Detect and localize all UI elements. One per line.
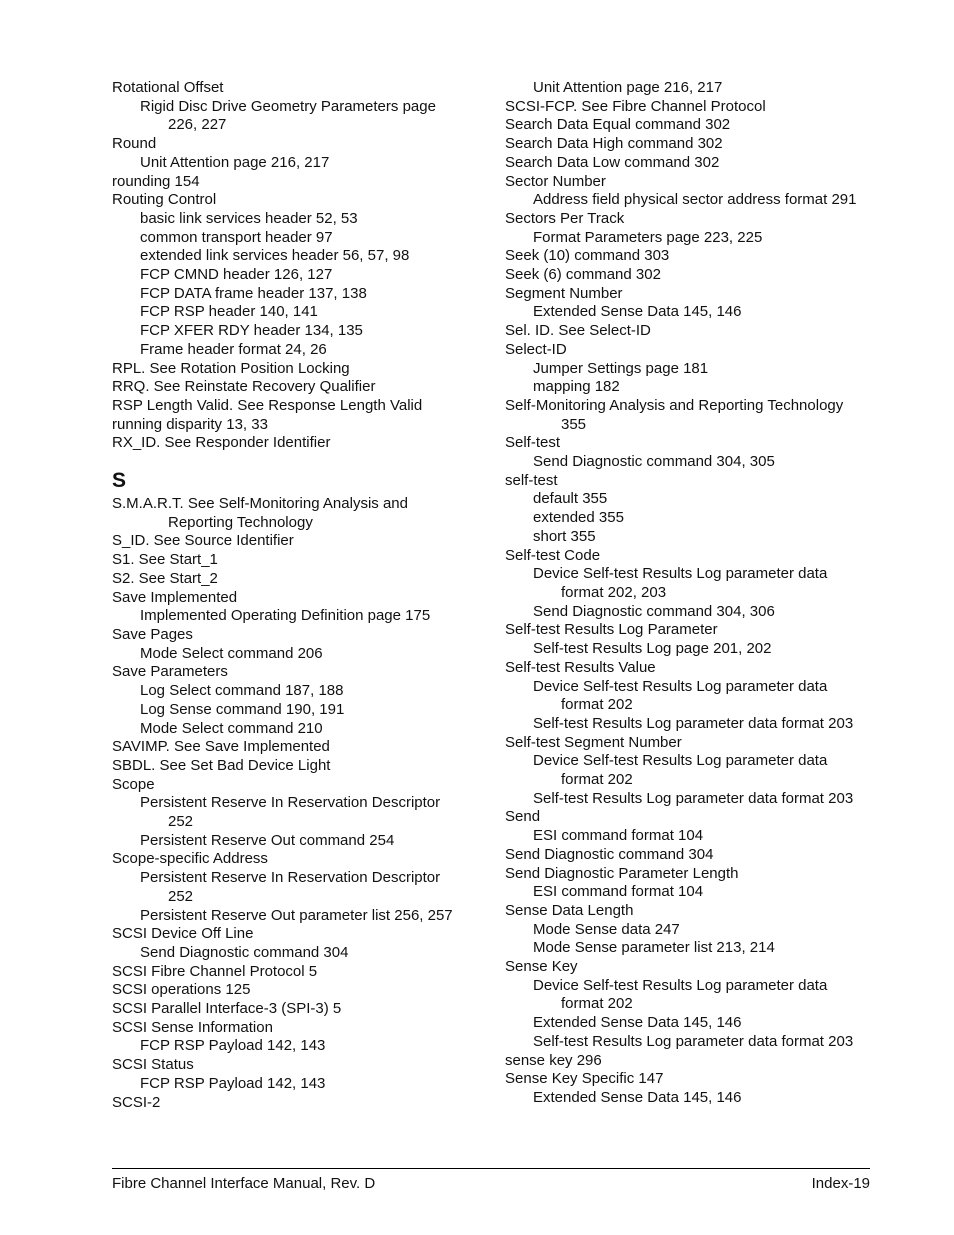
index-subentry: ESI command format 104 [533, 883, 704, 901]
index-subentry: Extended Sense Data 145, 146 [533, 1088, 742, 1106]
index-entry: SCSI Sense Information [112, 1018, 273, 1036]
index-entry: Self-test Segment Number [505, 733, 682, 751]
index-subentry: Frame header format 24, 26 [140, 340, 327, 358]
index-subentry: extended link services header 56, 57, 98 [140, 247, 410, 265]
index-subentry: Mode Sense data 247 [533, 920, 680, 938]
index-subentry: Rigid Disc Drive Geometry Parameters page [140, 97, 436, 115]
index-entry: SBDL. See Set Bad Device Light [112, 756, 331, 774]
index-entry: Sel. ID. See Select-ID [505, 322, 651, 340]
index-entry: SAVIMP. See Save Implemented [112, 738, 330, 756]
index-subentry: 226, 227 [168, 116, 227, 134]
index-subentry: Unit Attention page 216, 217 [140, 153, 330, 171]
index-column-right [505, 79, 885, 1108]
index-subentry: FCP RSP header 140, 141 [140, 303, 318, 321]
index-entry: running disparity 13, 33 [112, 415, 268, 433]
index-subentry: FCP XFER RDY header 134, 135 [140, 322, 363, 340]
index-entry: Save Parameters [112, 663, 228, 681]
index-entry: Send Diagnostic Parameter Length [505, 864, 739, 882]
index-column-left [112, 79, 492, 1112]
index-subentry: short 355 [533, 527, 596, 545]
index-subentry: extended 355 [533, 509, 624, 527]
index-entry: Select-ID [505, 340, 567, 358]
index-entry: SCSI operations 125 [112, 981, 251, 999]
index-subentry: Extended Sense Data 145, 146 [533, 303, 742, 321]
index-subentry: Device Self-test Results Log parameter data [533, 565, 828, 583]
index-subentry: FCP CMND header 126, 127 [140, 266, 333, 284]
index-entry: self-test [505, 471, 558, 489]
index-subentry: Device Self-test Results Log parameter data [533, 677, 828, 695]
index-entry: Rotational Offset [112, 79, 224, 96]
index-entry: RX_ID. See Responder Identifier [112, 434, 331, 452]
index-entry: Seek (6) command 302 [505, 266, 661, 284]
index-subentry: Address field physical sector address format 291 [533, 191, 857, 209]
index-subentry: format 202 [561, 771, 633, 789]
index-subentry: mapping 182 [533, 378, 620, 396]
index-entry: S_ID. See Source Identifier [112, 532, 294, 550]
index-entry: Self-Monitoring Analysis and Reporting Technology [505, 396, 844, 414]
index-entry: Send Diagnostic command 304 [505, 845, 714, 863]
index-subentry: FCP DATA frame header 137, 138 [140, 284, 367, 302]
index-subentry: Reporting Technology [168, 513, 313, 531]
index-entry: Sense Key [505, 958, 578, 976]
index-subentry: Send Diagnostic command 304 [140, 943, 349, 961]
index-entry: rounding 154 [112, 172, 200, 190]
index-entry: Sense Key Specific 147 [505, 1070, 664, 1088]
index-subentry: Send Diagnostic command 304, 305 [533, 453, 775, 471]
index-subentry: Unit Attention page 216, 217 [533, 79, 723, 96]
index-subentry: Self-test Results Log parameter data format 203 [533, 789, 854, 807]
index-entry: Sector Number [505, 172, 606, 190]
index-subentry: Send Diagnostic command 304, 306 [533, 602, 775, 620]
index-subentry: Log Select command 187, 188 [140, 682, 344, 700]
index-entry: Sectors Per Track [505, 209, 625, 227]
index-entry: Search Data High command 302 [505, 135, 723, 153]
index-subentry: Jumper Settings page 181 [533, 359, 709, 377]
index-subentry: FCP RSP Payload 142, 143 [140, 1037, 326, 1055]
index-entry: S2. See Start_2 [112, 569, 218, 587]
index-subentry: Implemented Operating Definition page 175 [140, 607, 431, 625]
index-subentry: common transport header 97 [140, 228, 333, 246]
index-entry: SCSI-2 [112, 1093, 161, 1111]
index-entry: RSP Length Valid. See Response Length Valid [112, 396, 423, 414]
index-entry: Self-test Code [505, 546, 601, 564]
index-entry: SCSI Device Off Line [112, 925, 254, 943]
index-entry: Scope-specific Address [112, 850, 268, 868]
index-subentry: Persistent Reserve In Reservation Descriptor [140, 869, 441, 887]
index-subentry: Device Self-test Results Log parameter data [533, 976, 828, 994]
index-subentry: 252 [168, 887, 194, 905]
index-subentry: Self-test Results Log parameter data format 203 [533, 1032, 854, 1050]
index-entry: S.M.A.R.T. See Self-Monitoring Analysis and [112, 495, 408, 513]
index-entry: Self-test Results Value [505, 658, 656, 676]
index-subentry: 252 [168, 813, 194, 831]
index-entry: Self-test [505, 434, 561, 452]
index-subentry: Log Sense command 190, 191 [140, 700, 345, 718]
index-entry: SCSI Status [112, 1056, 194, 1074]
index-entry: SCSI Parallel Interface-3 (SPI-3) 5 [112, 1000, 342, 1018]
index-entry: Self-test Results Log Parameter [505, 621, 718, 639]
index-subentry: Persistent Reserve Out command 254 [140, 831, 395, 849]
index-subentry: ESI command format 104 [533, 827, 704, 845]
index-subentry: Extended Sense Data 145, 146 [533, 1014, 742, 1032]
index-subentry: Mode Sense parameter list 213, 214 [533, 939, 775, 957]
index-entry: Search Data Equal command 302 [505, 116, 731, 134]
index-subentry: 355 [561, 415, 587, 433]
index-entry: Search Data Low command 302 [505, 153, 720, 171]
index-subentry: Persistent Reserve In Reservation Descriptor [140, 794, 441, 812]
index-entry: Routing Control [112, 191, 217, 209]
index-entry: Scope [112, 775, 155, 793]
index-entry: Save Pages [112, 625, 193, 643]
index-subentry: format 202 [561, 995, 633, 1013]
index-entry: Send [505, 808, 541, 826]
index-entry: Sense Data Length [505, 901, 634, 919]
index-entry: S1. See Start_1 [112, 551, 218, 569]
index-subentry: format 202, 203 [561, 583, 667, 601]
index-entry: sense key 296 [505, 1051, 602, 1069]
index-subentry: Self-test Results Log parameter data format 203 [533, 714, 854, 732]
section-letter-heading: S [112, 469, 127, 493]
index-entry: Seek (10) command 303 [505, 247, 670, 265]
footer-document-title: Fibre Channel Interface Manual, Rev. D [112, 1175, 376, 1192]
index-subentry: format 202 [561, 696, 633, 714]
index-subentry: default 355 [533, 490, 608, 508]
index-subentry: Self-test Results Log page 201, 202 [533, 640, 772, 658]
index-subentry: Mode Select command 206 [140, 644, 323, 662]
index-subentry: Format Parameters page 223, 225 [533, 228, 763, 246]
index-entry: Segment Number [505, 284, 623, 302]
index-subentry: Mode Select command 210 [140, 719, 323, 737]
index-entry: RPL. See Rotation Position Locking [112, 359, 350, 377]
index-entry: SCSI Fibre Channel Protocol 5 [112, 962, 318, 980]
index-subentry: Persistent Reserve Out parameter list 256, 257 [140, 906, 453, 924]
index-entry: Save Implemented [112, 588, 238, 606]
footer-divider [112, 1168, 870, 1169]
index-subentry: basic link services header 52, 53 [140, 209, 358, 227]
index-subentry: FCP RSP Payload 142, 143 [140, 1074, 326, 1092]
index-entry: SCSI-FCP. See Fibre Channel Protocol [505, 97, 766, 115]
footer-page-number: Index-19 [811, 1175, 870, 1192]
index-entry: RRQ. See Reinstate Recovery Qualifier [112, 378, 376, 396]
index-subentry: Device Self-test Results Log parameter data [533, 752, 828, 770]
index-entry: Round [112, 135, 157, 153]
